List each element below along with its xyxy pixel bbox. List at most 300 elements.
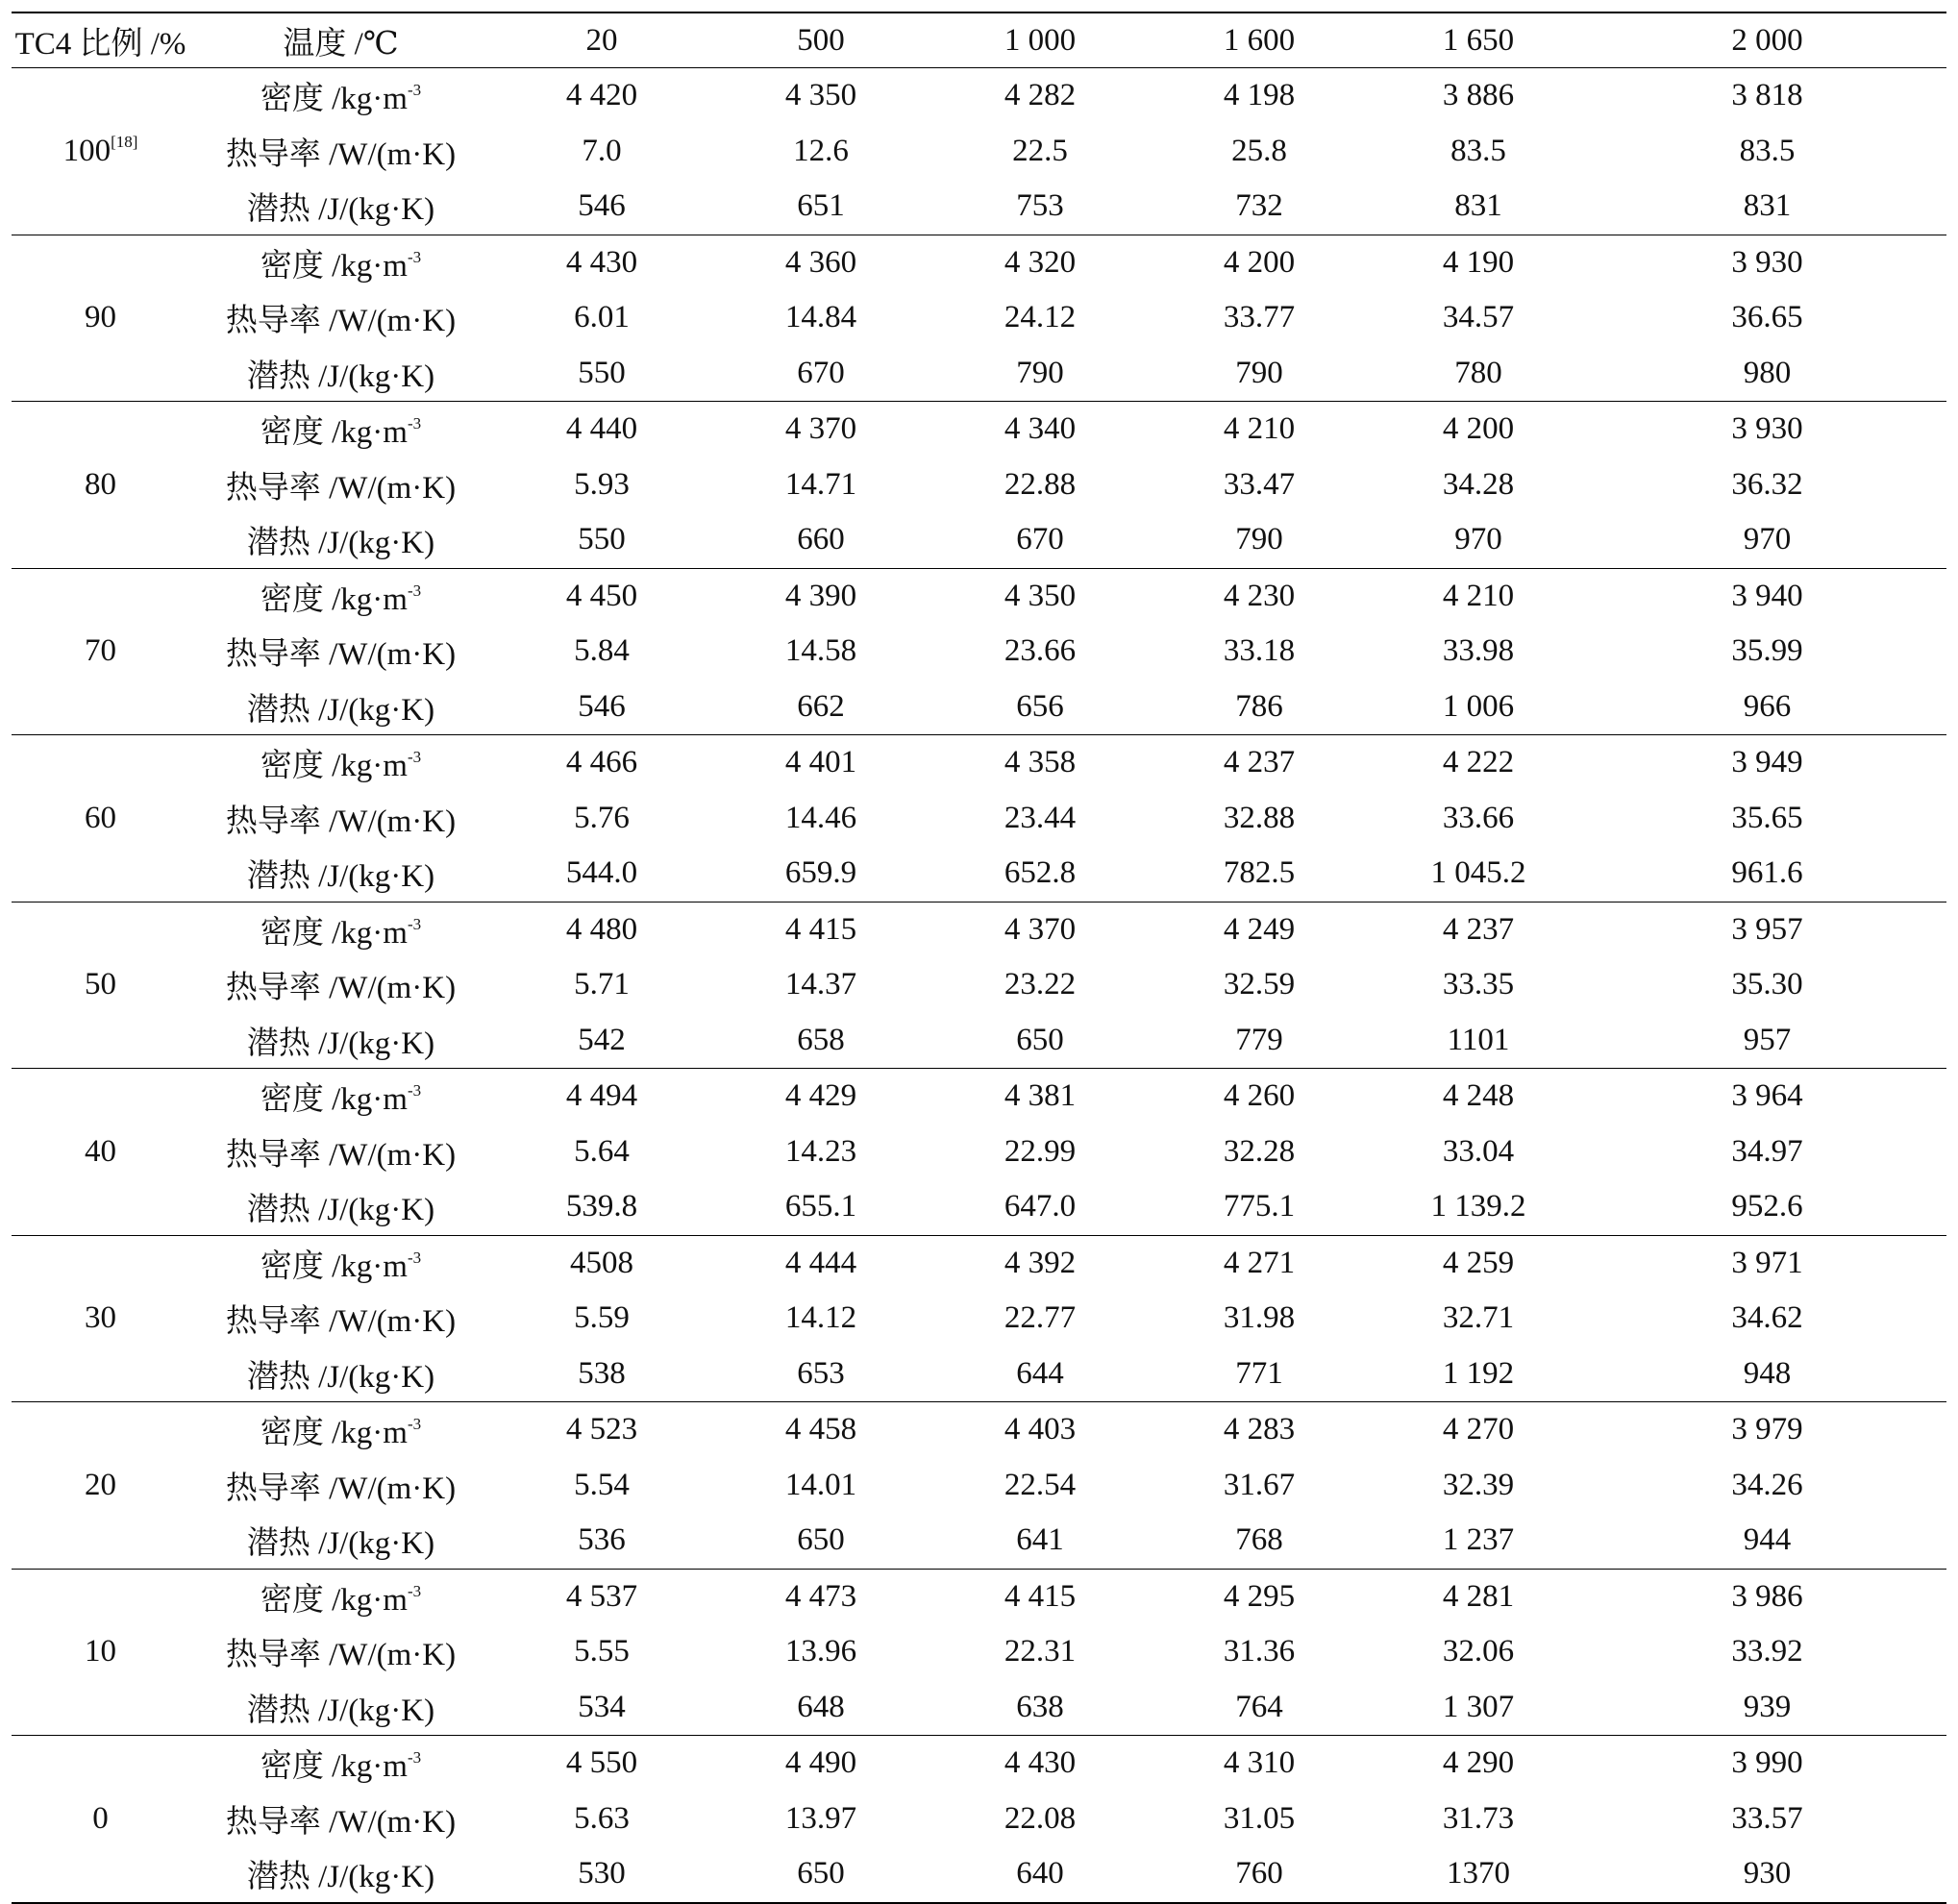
value-cell: 23.22	[1004, 967, 1077, 1002]
property-label-cell	[189, 902, 492, 957]
table-row	[12, 1291, 1946, 1347]
ratio-group-50	[12, 902, 1946, 1069]
value-cell: 652.8	[1004, 855, 1077, 891]
value-cell: 4 537	[565, 1578, 638, 1614]
value-cell: 3 964	[1731, 1078, 1803, 1114]
ratio-group-90	[12, 235, 1946, 402]
value-cell: 14.71	[784, 466, 857, 502]
header-row	[12, 12, 1946, 68]
value-cell: 4 360	[784, 244, 857, 280]
value-cell: 31.98	[1223, 1300, 1296, 1336]
value-cell: 5.71	[574, 967, 630, 1002]
value-cell: 22.77	[1004, 1300, 1077, 1336]
value-cell: 33.98	[1442, 633, 1515, 669]
table-row	[12, 290, 1946, 346]
table-row	[12, 624, 1946, 680]
ratio-group-80	[12, 402, 1946, 569]
header-temp-1000: 1 000	[1004, 22, 1077, 58]
property-label: 密度 /kg·m	[260, 415, 408, 451]
property-label: 热导率 /W/(m·K)	[225, 1137, 457, 1173]
table-row	[12, 1013, 1946, 1069]
table-row	[12, 124, 1946, 180]
ratio-group-70	[12, 568, 1946, 735]
value-cell: 4 259	[1442, 1245, 1515, 1280]
value-cell: 12.6	[793, 133, 849, 168]
value-cell: 32.59	[1223, 967, 1296, 1002]
header-temp-500: 500	[797, 22, 845, 58]
value-cell: 4 281	[1442, 1578, 1515, 1614]
property-label-cell	[189, 624, 492, 680]
value-cell: 4 458	[784, 1412, 857, 1447]
value-cell: 651	[797, 188, 845, 224]
tc4-ratio-value: 90	[85, 300, 116, 335]
value-cell: 1 192	[1442, 1355, 1515, 1391]
value-cell: 22.88	[1004, 466, 1077, 502]
value-cell: 764	[1235, 1689, 1283, 1724]
value-cell: 4 283	[1223, 1412, 1296, 1447]
property-label: 密度 /kg·m	[260, 82, 408, 117]
table-row	[12, 735, 1946, 791]
property-label: 热导率 /W/(m·K)	[225, 1304, 457, 1340]
value-cell: 1101	[1447, 1022, 1510, 1057]
property-label: 热导率 /W/(m·K)	[225, 1638, 457, 1673]
value-cell: 33.04	[1442, 1133, 1515, 1169]
value-cell: 1370	[1447, 1856, 1510, 1892]
value-cell: 14.46	[784, 800, 857, 835]
property-label: 潜热 /J/(kg·K)	[246, 859, 435, 895]
value-cell: 4 444	[784, 1245, 857, 1280]
value-cell: 36.32	[1731, 466, 1803, 502]
value-cell: 31.67	[1223, 1467, 1296, 1502]
value-cell: 24.12	[1004, 300, 1077, 335]
value-cell: 786	[1235, 688, 1283, 724]
tc4-ratio-value: 40	[85, 1133, 116, 1169]
property-label: 热导率 /W/(m·K)	[225, 1471, 457, 1506]
value-cell: 658	[797, 1022, 845, 1057]
table-row	[12, 1624, 1946, 1680]
value-cell: 25.8	[1231, 133, 1287, 168]
property-label: 热导率 /W/(m·K)	[225, 136, 457, 172]
value-cell: 530	[578, 1856, 626, 1892]
property-label-cell	[189, 1736, 492, 1792]
value-cell: 3 979	[1731, 1412, 1803, 1447]
value-cell: 650	[797, 1522, 845, 1558]
unit-exponent: -3	[407, 247, 422, 266]
value-cell: 4 358	[1004, 745, 1077, 780]
property-label: 潜热 /J/(kg·K)	[246, 1026, 435, 1061]
property-label-cell	[189, 680, 492, 735]
value-cell: 1 139.2	[1430, 1189, 1526, 1224]
property-label: 热导率 /W/(m·K)	[225, 804, 457, 839]
value-cell: 4 190	[1442, 244, 1515, 280]
tc4-ratio-value: 50	[85, 967, 116, 1002]
value-cell: 790	[1016, 355, 1064, 390]
value-cell: 3 986	[1731, 1578, 1803, 1614]
table-row	[12, 1792, 1946, 1847]
value-cell: 771	[1235, 1355, 1283, 1391]
value-cell: 13.97	[784, 1800, 857, 1836]
value-cell: 22.54	[1004, 1467, 1077, 1502]
table-row	[12, 1069, 1946, 1125]
value-cell: 14.84	[784, 300, 857, 335]
property-label-cell	[189, 235, 492, 290]
value-cell: 5.55	[574, 1634, 630, 1669]
tc4-ratio-cell	[12, 1235, 189, 1402]
unit-exponent: -3	[407, 1081, 422, 1100]
value-cell: 34.57	[1442, 300, 1515, 335]
value-cell: 660	[797, 522, 845, 557]
value-cell: 4 550	[565, 1745, 638, 1781]
value-cell: 662	[797, 688, 845, 724]
header-temp-1600: 1 600	[1223, 22, 1296, 58]
table-row	[12, 957, 1946, 1013]
property-label: 潜热 /J/(kg·K)	[246, 1526, 435, 1562]
value-cell: 640	[1016, 1856, 1064, 1892]
value-cell: 546	[578, 188, 626, 224]
property-label: 潜热 /J/(kg·K)	[246, 1693, 435, 1728]
value-cell: 4 430	[1004, 1745, 1077, 1781]
value-cell: 3 886	[1442, 78, 1515, 113]
value-cell: 831	[1454, 188, 1502, 224]
value-cell: 14.58	[784, 633, 857, 669]
value-cell: 4 198	[1223, 78, 1296, 113]
tc4-ratio-value: 100	[62, 133, 112, 168]
value-cell: 83.5	[1450, 133, 1506, 168]
unit-exponent: -3	[407, 1248, 422, 1267]
value-cell: 4 466	[565, 745, 638, 780]
value-cell: 22.31	[1004, 1634, 1077, 1669]
table-row	[12, 1347, 1946, 1402]
value-cell: 4 230	[1223, 578, 1296, 613]
property-label: 潜热 /J/(kg·K)	[246, 1193, 435, 1228]
value-cell: 3 818	[1731, 78, 1803, 113]
header-temp-20: 20	[585, 22, 618, 58]
value-cell: 83.5	[1739, 133, 1796, 168]
value-cell: 14.37	[784, 967, 857, 1002]
property-label-cell	[189, 1569, 492, 1624]
table-row	[12, 1680, 1946, 1736]
value-cell: 760	[1235, 1856, 1283, 1892]
value-cell: 32.28	[1223, 1133, 1296, 1169]
value-cell: 33.77	[1223, 300, 1296, 335]
table-row	[12, 680, 1946, 735]
value-cell: 4508	[570, 1245, 633, 1280]
table-row	[12, 1402, 1946, 1458]
value-cell: 32.88	[1223, 800, 1296, 835]
value-cell: 780	[1454, 355, 1502, 390]
unit-exponent: -3	[407, 914, 422, 933]
table-row	[12, 1736, 1946, 1792]
table-row	[12, 846, 1946, 902]
property-label-cell	[189, 1291, 492, 1347]
value-cell: 538	[578, 1355, 626, 1391]
value-cell: 655.1	[784, 1189, 857, 1224]
table-row	[12, 1125, 1946, 1180]
property-label-cell	[189, 1179, 492, 1235]
value-cell: 970	[1454, 522, 1502, 557]
property-label-cell	[189, 290, 492, 346]
property-label: 潜热 /J/(kg·K)	[246, 692, 435, 728]
table-row	[12, 1235, 1946, 1291]
property-label: 潜热 /J/(kg·K)	[246, 1359, 435, 1395]
value-cell: 980	[1743, 355, 1792, 390]
value-cell: 4 523	[565, 1412, 638, 1447]
property-label: 密度 /kg·m	[260, 749, 408, 784]
tc4-ratio-cell	[12, 1736, 189, 1903]
unit-exponent: -3	[407, 414, 422, 433]
property-label: 热导率 /W/(m·K)	[225, 637, 457, 673]
value-cell: 4 320	[1004, 244, 1077, 280]
property-label: 热导率 /W/(m·K)	[225, 470, 457, 506]
value-cell: 33.66	[1442, 800, 1515, 835]
unit-exponent: -3	[407, 1415, 422, 1434]
value-cell: 4 370	[784, 411, 857, 447]
tc4-ratio-cell	[12, 68, 189, 235]
value-cell: 638	[1016, 1689, 1064, 1724]
value-cell: 5.54	[574, 1467, 630, 1502]
table-row	[12, 512, 1946, 568]
value-cell: 775.1	[1223, 1189, 1296, 1224]
property-label-cell	[189, 1402, 492, 1458]
value-cell: 831	[1743, 188, 1792, 224]
value-cell: 5.93	[574, 466, 630, 502]
value-cell: 4 310	[1223, 1745, 1296, 1781]
value-cell: 1 045.2	[1430, 855, 1526, 891]
value-cell: 550	[578, 522, 626, 557]
ratio-group-30	[12, 1235, 1946, 1402]
value-cell: 930	[1743, 1856, 1792, 1892]
table-row	[12, 402, 1946, 457]
value-cell: 5.64	[574, 1133, 630, 1169]
header-temperature: 温度 /℃	[283, 26, 399, 62]
property-label-cell	[189, 457, 492, 513]
unit-exponent: -3	[407, 748, 422, 767]
table-row	[12, 1458, 1946, 1514]
value-cell: 539.8	[565, 1189, 638, 1224]
value-cell: 670	[1016, 522, 1064, 557]
property-label-cell	[189, 1347, 492, 1402]
value-cell: 4 290	[1442, 1745, 1515, 1781]
property-label-cell	[189, 512, 492, 568]
value-cell: 3 957	[1731, 911, 1803, 947]
value-cell: 3 990	[1731, 1745, 1803, 1781]
value-cell: 31.73	[1442, 1800, 1515, 1836]
value-cell: 1 006	[1442, 688, 1515, 724]
value-cell: 648	[797, 1689, 845, 1724]
value-cell: 4 403	[1004, 1412, 1077, 1447]
value-cell: 4 210	[1442, 578, 1515, 613]
property-label-cell	[189, 1458, 492, 1514]
tc4-ratio-value: 60	[85, 800, 116, 835]
value-cell: 534	[578, 1689, 626, 1724]
tc4-ratio-value: 30	[85, 1300, 116, 1336]
value-cell: 768	[1235, 1522, 1283, 1558]
value-cell: 5.76	[574, 800, 630, 835]
value-cell: 4 350	[784, 78, 857, 113]
value-cell: 31.36	[1223, 1634, 1296, 1669]
value-cell: 34.26	[1731, 1467, 1803, 1502]
value-cell: 33.18	[1223, 633, 1296, 669]
value-cell: 952.6	[1731, 1189, 1803, 1224]
value-cell: 5.84	[574, 633, 630, 669]
value-cell: 3 930	[1731, 244, 1803, 280]
value-cell: 4 200	[1223, 244, 1296, 280]
tc4-ratio-value: 80	[85, 466, 116, 502]
value-cell: 3 971	[1731, 1245, 1803, 1280]
value-cell: 4 200	[1442, 411, 1515, 447]
property-label-cell	[189, 179, 492, 235]
property-label-cell	[189, 1235, 492, 1291]
value-cell: 33.35	[1442, 967, 1515, 1002]
value-cell: 35.30	[1731, 967, 1803, 1002]
material-properties-table	[12, 12, 1946, 1904]
tc4-ratio-value: 10	[85, 1634, 116, 1669]
value-cell: 948	[1743, 1355, 1792, 1391]
value-cell: 4 271	[1223, 1245, 1296, 1280]
value-cell: 542	[578, 1022, 626, 1057]
value-cell: 6.01	[574, 300, 630, 335]
value-cell: 653	[797, 1355, 845, 1391]
value-cell: 32.71	[1442, 1300, 1515, 1336]
value-cell: 23.44	[1004, 800, 1077, 835]
value-cell: 5.59	[574, 1300, 630, 1336]
value-cell: 4 370	[1004, 911, 1077, 947]
property-label: 潜热 /J/(kg·K)	[246, 526, 435, 561]
ratio-group-60	[12, 735, 1946, 903]
citation-ref: [18]	[111, 132, 138, 151]
value-cell: 14.01	[784, 1467, 857, 1502]
value-cell: 782.5	[1223, 855, 1296, 891]
value-cell: 32.39	[1442, 1467, 1515, 1502]
value-cell: 4 295	[1223, 1578, 1296, 1614]
property-label: 潜热 /J/(kg·K)	[246, 1860, 435, 1895]
table-header	[12, 12, 1946, 68]
ratio-group-100	[12, 68, 1946, 235]
tc4-ratio-cell	[12, 568, 189, 735]
ratio-group-40	[12, 1069, 1946, 1236]
value-cell: 35.99	[1731, 633, 1803, 669]
value-cell: 3 940	[1731, 578, 1803, 613]
property-label: 热导率 /W/(m·K)	[225, 971, 457, 1006]
value-cell: 4 429	[784, 1078, 857, 1114]
value-cell: 33.47	[1223, 466, 1296, 502]
value-cell: 4 260	[1223, 1078, 1296, 1114]
value-cell: 4 415	[1004, 1578, 1077, 1614]
property-label-cell	[189, 1846, 492, 1903]
property-label-cell	[189, 346, 492, 402]
property-label: 密度 /kg·m	[260, 248, 408, 284]
property-label-cell	[189, 1624, 492, 1680]
header-tc4-ratio: TC4 比例 /%	[14, 26, 186, 62]
value-cell: 33.92	[1731, 1634, 1803, 1669]
unit-exponent: -3	[407, 81, 422, 100]
ratio-group-10	[12, 1569, 1946, 1736]
value-cell: 670	[797, 355, 845, 390]
value-cell: 4 430	[565, 244, 638, 280]
value-cell: 4 249	[1223, 911, 1296, 947]
table-row	[12, 1179, 1946, 1235]
value-cell: 36.65	[1731, 300, 1803, 335]
value-cell: 4 340	[1004, 411, 1077, 447]
value-cell: 779	[1235, 1022, 1283, 1057]
table-row	[12, 179, 1946, 235]
tc4-ratio-cell	[12, 1569, 189, 1736]
value-cell: 4 390	[784, 578, 857, 613]
value-cell: 4 210	[1223, 411, 1296, 447]
tc4-ratio-cell	[12, 235, 189, 402]
property-label-cell	[189, 568, 492, 624]
value-cell: 22.5	[1012, 133, 1068, 168]
value-cell: 4 282	[1004, 78, 1077, 113]
property-label-cell	[189, 1680, 492, 1736]
property-label: 密度 /kg·m	[260, 1082, 408, 1118]
property-label-cell	[189, 1792, 492, 1847]
table-row	[12, 346, 1946, 402]
value-cell: 22.99	[1004, 1133, 1077, 1169]
tc4-ratio-cell	[12, 735, 189, 903]
header-temp-2000: 2 000	[1731, 22, 1803, 58]
value-cell: 4 270	[1442, 1412, 1515, 1447]
value-cell: 4 450	[565, 578, 638, 613]
tc4-ratio-cell	[12, 402, 189, 569]
value-cell: 650	[1016, 1022, 1064, 1057]
header-temp-1650: 1 650	[1442, 22, 1515, 58]
value-cell: 4 237	[1223, 745, 1296, 780]
value-cell: 790	[1235, 522, 1283, 557]
value-cell: 4 494	[565, 1078, 638, 1114]
value-cell: 536	[578, 1522, 626, 1558]
value-cell: 7.0	[582, 133, 622, 168]
value-cell: 14.23	[784, 1133, 857, 1169]
value-cell: 732	[1235, 188, 1283, 224]
value-cell: 14.12	[784, 1300, 857, 1336]
property-label-cell	[189, 68, 492, 124]
value-cell: 957	[1743, 1022, 1792, 1057]
table-row	[12, 457, 1946, 513]
value-cell: 939	[1743, 1689, 1792, 1724]
value-cell: 1 237	[1442, 1522, 1515, 1558]
property-label: 密度 /kg·m	[260, 1749, 408, 1785]
table-row	[12, 902, 1946, 957]
table-row	[12, 1569, 1946, 1624]
tc4-ratio-cell	[12, 1402, 189, 1570]
value-cell: 970	[1743, 522, 1792, 557]
property-label-cell	[189, 1513, 492, 1569]
tc4-ratio-value: 70	[85, 633, 116, 669]
property-label: 潜热 /J/(kg·K)	[246, 192, 435, 228]
tc4-ratio-cell	[12, 1069, 189, 1236]
table-row	[12, 68, 1946, 124]
property-label: 潜热 /J/(kg·K)	[246, 359, 435, 394]
property-label-cell	[189, 124, 492, 180]
value-cell: 650	[797, 1856, 845, 1892]
value-cell: 4 222	[1442, 745, 1515, 780]
value-cell: 4 415	[784, 911, 857, 947]
unit-exponent: -3	[407, 1748, 422, 1768]
property-label-cell	[189, 735, 492, 791]
ratio-group-20	[12, 1402, 1946, 1570]
value-cell: 944	[1743, 1522, 1792, 1558]
value-cell: 4 401	[784, 745, 857, 780]
value-cell: 753	[1016, 188, 1064, 224]
value-cell: 966	[1743, 688, 1792, 724]
value-cell: 4 248	[1442, 1078, 1515, 1114]
tc4-ratio-value: 20	[85, 1467, 116, 1502]
value-cell: 34.28	[1442, 466, 1515, 502]
table-row	[12, 791, 1946, 847]
unit-exponent: -3	[407, 1581, 422, 1600]
value-cell: 961.6	[1731, 855, 1803, 891]
